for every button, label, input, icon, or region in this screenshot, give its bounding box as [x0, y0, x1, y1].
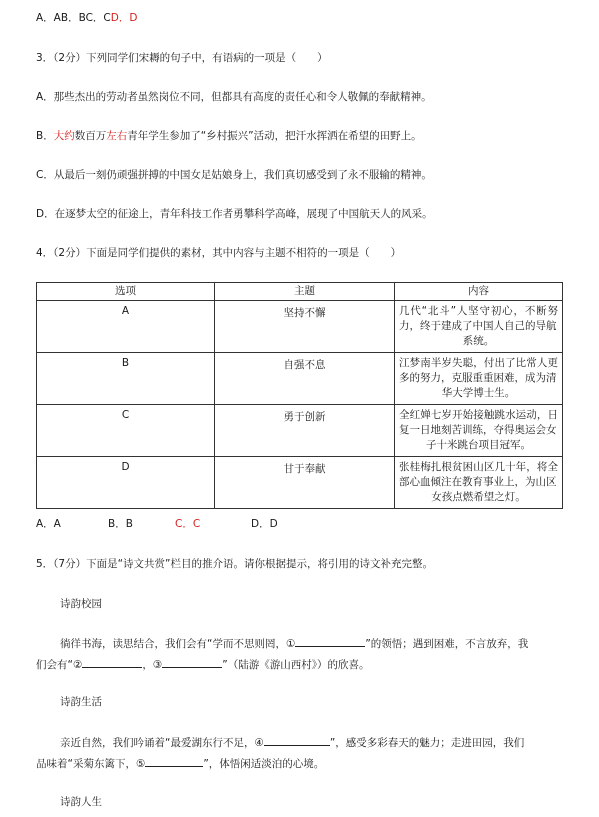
q4-row-theme: 坚持不懈 — [215, 301, 395, 353]
q4-answer-c: C．C — [175, 518, 201, 530]
q3-b-error-word-1: 大约 — [53, 130, 75, 142]
q4-table — [36, 282, 563, 509]
table-row — [37, 457, 563, 509]
q4-answer-d: D．D — [251, 518, 278, 530]
q4-row-theme: 勇于创新 — [215, 405, 395, 457]
q4-stem: 4．（2分）下面是同学们提供的素材，其中内容与主题不相符的一项是（ ） — [36, 247, 402, 259]
answer-blank-2[interactable] — [82, 656, 142, 668]
answer-blank-4[interactable] — [264, 734, 330, 746]
q4-row-content: 全红婵七岁开始接触跳水运动，日复一日地刻苦训练，夺得奥运会女 子十米跳台项目冠军。 — [395, 405, 563, 457]
q4-row-theme: 自强不息 — [215, 353, 395, 405]
q5-p1-line1: 徜徉书海，读思结合，我们会有“学而不思则罔，① ”的领悟；遇到困难，不言放弃，我 — [60, 635, 528, 651]
q2-option-d: D．D — [110, 12, 138, 24]
q2-options — [36, 11, 137, 25]
q3-b-error-word-2: 左右 — [106, 130, 128, 142]
q5-section-title: 诗韵校园 — [60, 598, 102, 610]
q4-row-theme: 甘于奉献 — [215, 457, 395, 509]
q4-row-option: B — [37, 353, 215, 405]
q4-table-header — [37, 283, 563, 301]
q5-p2-line2: 品味着“采菊东篱下，⑤ ”，体悟闲适淡泊的心境。 — [36, 755, 324, 771]
q4-row-option: C — [37, 405, 215, 457]
q4-row-content: 张桂梅扎根贫困山区几十年，将全部心血倾注在教育事业上，为山区 女孩点燃希望之灯。 — [395, 457, 563, 509]
q4-answer-options — [36, 517, 278, 531]
q5-section-title: 诗韵人生 — [60, 796, 102, 808]
answer-blank-5[interactable] — [145, 755, 203, 767]
q4-answer-b: B．B — [108, 518, 133, 530]
q3-stem: 3．（2分）下列同学们宋耨的句子中，有语病的一项是（ ） — [36, 52, 328, 64]
q4-row-content: 几代“北斗”人坚守初心，不断努力，终于建成了中国人自己的导航 系统。 — [395, 301, 563, 353]
q3-option-a: A．那些杰出的劳动者虽然岗位不同，但都具有高度的责任心和令人敬佩的奉献精神。 — [36, 91, 432, 103]
q4-header-option: 选项 — [37, 283, 215, 301]
table-row — [37, 353, 563, 405]
q4-header-theme: 主题 — [215, 283, 395, 301]
q5-stem: 5．（7分）下面是“诗文共赏”栏目的推介语。请你根据提示，将引用的诗文补充完整。 — [36, 558, 433, 570]
q4-row-option: D — [37, 457, 215, 509]
q4-header-content: 内容 — [395, 283, 563, 301]
q4-row-option: A — [37, 301, 215, 353]
q3-option-d: D．在逐梦太空的征途上，青年科技工作者勇攀科学高峰，展现了中国航天人的风采。 — [36, 208, 433, 220]
q5-p2-line1: 亲近自然，我们吟诵着“最爱湖东行不足，④ ”，感受多彩春天的魅力；走进田园，我们 — [60, 734, 524, 750]
q2-options-abc: A．AB．BC．C — [36, 12, 111, 24]
table-row — [37, 301, 563, 353]
table-row — [37, 405, 563, 457]
q4-answer-a: A．A — [36, 518, 61, 530]
answer-blank-3[interactable] — [162, 656, 222, 668]
q5-section-title: 诗韵生活 — [60, 696, 102, 708]
q4-row-content: 江梦南半岁失聪，付出了比常人更多的努力，克服重重困难，成为清 华大学博士生。 — [395, 353, 563, 405]
q3-option-c: C．从最后一刻仍顽强拼搏的中国女足姑娘身上，我们真切感受到了永不服输的精神。 — [36, 169, 432, 181]
q5-p1-line2: 们会有“② ，③ ”（陆游《游山西村》）的欣喜。 — [36, 656, 369, 672]
answer-blank-1[interactable] — [295, 635, 365, 647]
q3-option-b: B．大约数百万左右青年学生参加了“乡村振兴”活动，把汗水挥洒在希望的田野上。 — [36, 130, 422, 142]
